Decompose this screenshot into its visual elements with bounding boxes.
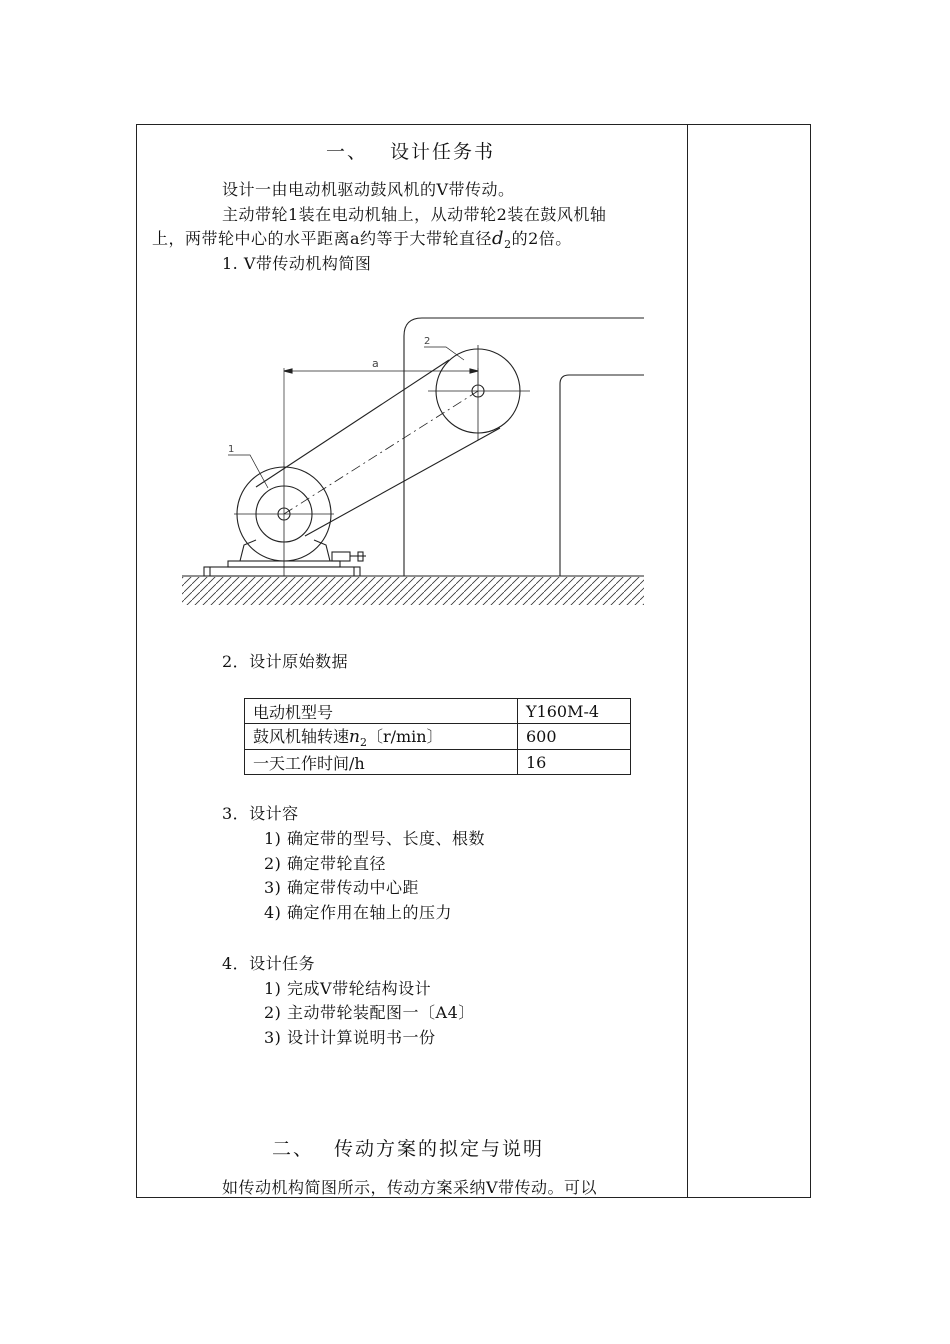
table-cell-label: 鼓风机轴转速$n_2$〔r/min〕 (245, 724, 518, 750)
center-line (284, 391, 478, 514)
section2-title: 传动方案的拟定与说明 (334, 1138, 545, 1160)
table-cell-label: 电动机型号 (245, 699, 518, 724)
design-data-table (244, 698, 631, 775)
ground-hatching (182, 577, 644, 605)
intro-line-2: 主动带轮1装在电动机轴上，从动带轮2装在鼓风机轴 (222, 205, 607, 224)
intro-line-1: 设计一由电动机驱动鼓风机的V带传动。 (222, 180, 515, 199)
list-item: 2) 确定带轮直径 (264, 854, 387, 873)
belt-upper (256, 360, 449, 487)
motor-base-plate (204, 567, 360, 576)
list-item: 2) 主动带轮装配图一〔A4〕 (264, 1003, 475, 1022)
list-item: 3) 设计计算说明书一份 (264, 1028, 436, 1047)
item4-heading: 4．设计任务 (222, 954, 316, 973)
intro-line-3: 上，两带轮中心的水平距离a约等于大带轮直径$d_2$的2倍。 (152, 228, 572, 252)
motor-foot-right (314, 540, 330, 561)
blower-housing-inner (560, 375, 644, 576)
section1-title: 设计任务书 (390, 141, 496, 163)
section1-number: 一、 (326, 141, 369, 163)
blower-housing-outer (404, 318, 644, 576)
label-2: 2 (424, 336, 431, 347)
list-item: 4) 确定作用在轴上的压力 (264, 903, 453, 922)
table-row (245, 724, 631, 750)
final-line: 如传动机构简图所示，传动方案采纳V带传动。可以 (222, 1178, 598, 1197)
item2-heading: 2．设计原始数据 (222, 652, 349, 671)
adjust-bolt (332, 552, 350, 561)
belt-lower (305, 428, 500, 536)
item3-heading: 3．设计容 (222, 804, 299, 823)
list-item: 3) 确定带传动中心距 (264, 878, 420, 897)
item1-heading: 1. V带传动机构简图 (222, 254, 372, 273)
list-item: 1) 完成V带轮结构设计 (264, 979, 432, 998)
list-item: 1) 确定带的型号、长度、根数 (264, 829, 486, 848)
dimension-a-label: a (372, 357, 379, 370)
table-cell-value: 16 (518, 750, 631, 775)
label-1: 1 (228, 444, 235, 455)
table-cell-value: 600 (518, 724, 631, 750)
table-cell-value: Y160M-4 (518, 699, 631, 724)
table-row (245, 750, 631, 775)
table-row (245, 699, 631, 724)
section2-number: 二、 (272, 1138, 315, 1160)
table-cell-label: 一天工作时间/h (245, 750, 518, 775)
